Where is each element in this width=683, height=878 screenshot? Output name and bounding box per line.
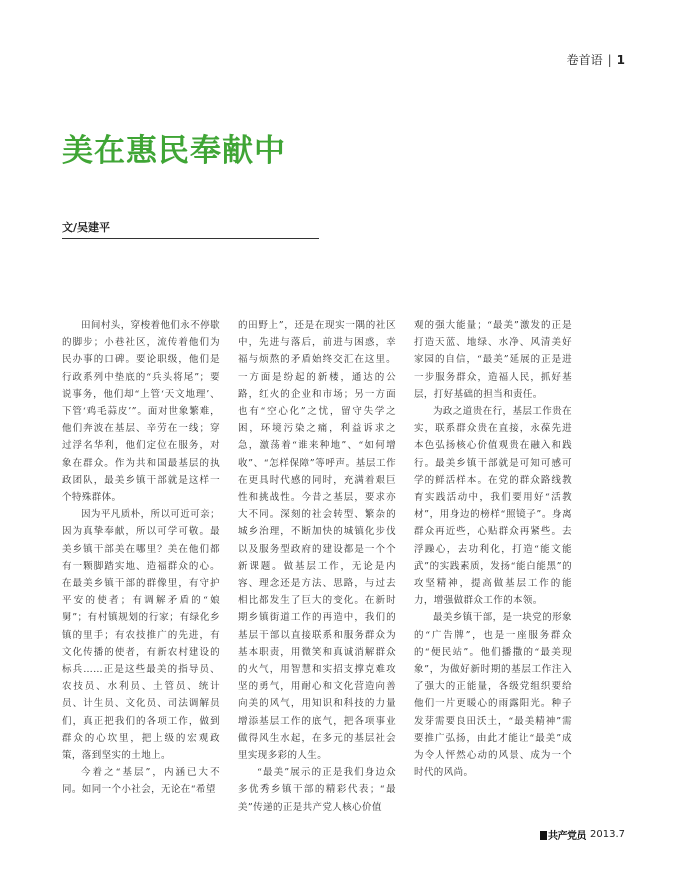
title-divider (62, 238, 319, 239)
paragraph: “最美”展示的正是我们身边众多优秀乡镇干部的精彩代表；“最美”传递的正是共产党人核心价值 (238, 767, 396, 813)
paragraph: 今着之“基层”，内涵已大不同。如同一个小社会，无论在“希望 (62, 767, 220, 796)
paragraph: 田间村头，穿梭着他们永不停歇的脚步；小巷社区，流传着他们为民办事的口碑。要论职级，他们是行政系列中垫底的“兵头将尾”；要说事务，他们却“上管‘天文地理’、下管‘鸡毛蒜皮’”。面对世象繁难，他们奔波在基层、辛劳在一线；穿过浮名华利，他们定位在服务，对象在群众。作为共和国最基层的执政团队，最美乡镇干部就是这样一个特殊群体。 (62, 320, 220, 504)
paragraph: 最美乡镇干部，是一块党的形象的“广告牌”，也是一座服务群众的“便民站”。他们播撒的“最美现象”，为做好新时期的基层工作注入了强大的正能量，各级党组织要给他们一片更暖心的雨露阳光。种子发芽需要良田沃土，“最美精神”需要推广弘扬，由此才能让“最美”成为令人怦然心动的风景、成为一个时代的风尚。 (414, 612, 572, 779)
magazine-logo (540, 827, 586, 842)
paragraph: 观的强大能量；“最美”激发的正是打造天蓝、地绿、水净、风清美好家园的自信，“最美”延展的正是进一步服务群众，造福人民，抓好基层，打好基础的担当和责任。 (414, 320, 572, 400)
text-column-2 (238, 317, 396, 816)
paragraph: 为政之道贵在行，基层工作贵在实，联系群众贵在直接，永葆先进本色弘扬核心价值观贵在融入和践行。最美乡镇干部就是可知可感可学的鲜活样本。在党的群众路线教育实践活动中，我们要用好“活教材”，用身边的榜样“照镜子”。身离群众再近些，心贴群众再紧些。去浮躁心，去功利化，打造“能文能武”的实践素质，发扬“能白能黑”的攻坚精神，提高做基层工作的能力，增强做群众工作的本领。 (414, 406, 572, 607)
page-header (567, 51, 625, 68)
paragraph: 的田野上”，还是在现实一隅的社区中，先进与落后，前进与困惑，幸福与烦熬的矛盾始终交汇在这里。一方面是纷起的新楼，通达的公路，红火的企业和市场；另一方面也有“空心化”之忧，留守失学之困，环境污染之痛，利益诉求之急，激荡着“谁来种地”、“如何增收”、“怎样保障”等呼声。基层工作在更具时代感的同时，充满着艰巨性和挑战性。今昔之基层，要求亦大不同。深刻的社会转型、繁杂的城乡治理，不断加快的城镇化步伐以及服务型政府的建设都是一个个新课题。做基层工作，无论是内容、理念还是方法、思路，与过去相比都发生了巨大的变化。在新时期乡镇街道工作的再造中，我们的基层干部以直接联系和服务群众为基本职责，用微笑和真诚消解群众的火气，用智慧和实招支撑克难攻坚的勇气，用耐心和文化营造向善向美的风气，用知识和科技的力量增添基层工作的底气，把各项事业做得风生水起，在多元的基层社会里实现多彩的人生。 (238, 320, 396, 762)
text-column-1 (62, 317, 220, 799)
issue-date: 2013.7 (590, 829, 625, 840)
article-author: 文/吴建平 (62, 221, 111, 234)
paragraph: 因为平凡质朴，所以可近可亲；因为真挚奉献，所以可学可敬。最美乡镇干部美在哪里？美在他们都有一颗脚踏实地、造福群众的心。在最美乡镇干部的群像里，有守护平安的使者；有调解矛盾的“娘舅”；有村镇规划的行家；有绿化乡镇的里手；有农技推广的先进，有文化传播的使者，有新农村建设的标兵……正是这些最美的指导员、农技员、水利员、土管员、统计员、计生员、文化员、司法调解员们，真正把我们的各项工作，做到群众的心坎里，把上级的宏观政策，落到坚实的土地上。 (62, 509, 220, 762)
page-footer (540, 827, 625, 842)
text-column-3 (414, 317, 572, 781)
page-number: 1 (616, 52, 625, 67)
logo-mark-icon (540, 831, 547, 840)
section-label: 卷首语 (566, 53, 603, 67)
magazine-name: 共产党员 (548, 831, 586, 842)
article-title: 美在惠民奉献中 (62, 133, 286, 169)
header-separator: | (607, 52, 612, 67)
